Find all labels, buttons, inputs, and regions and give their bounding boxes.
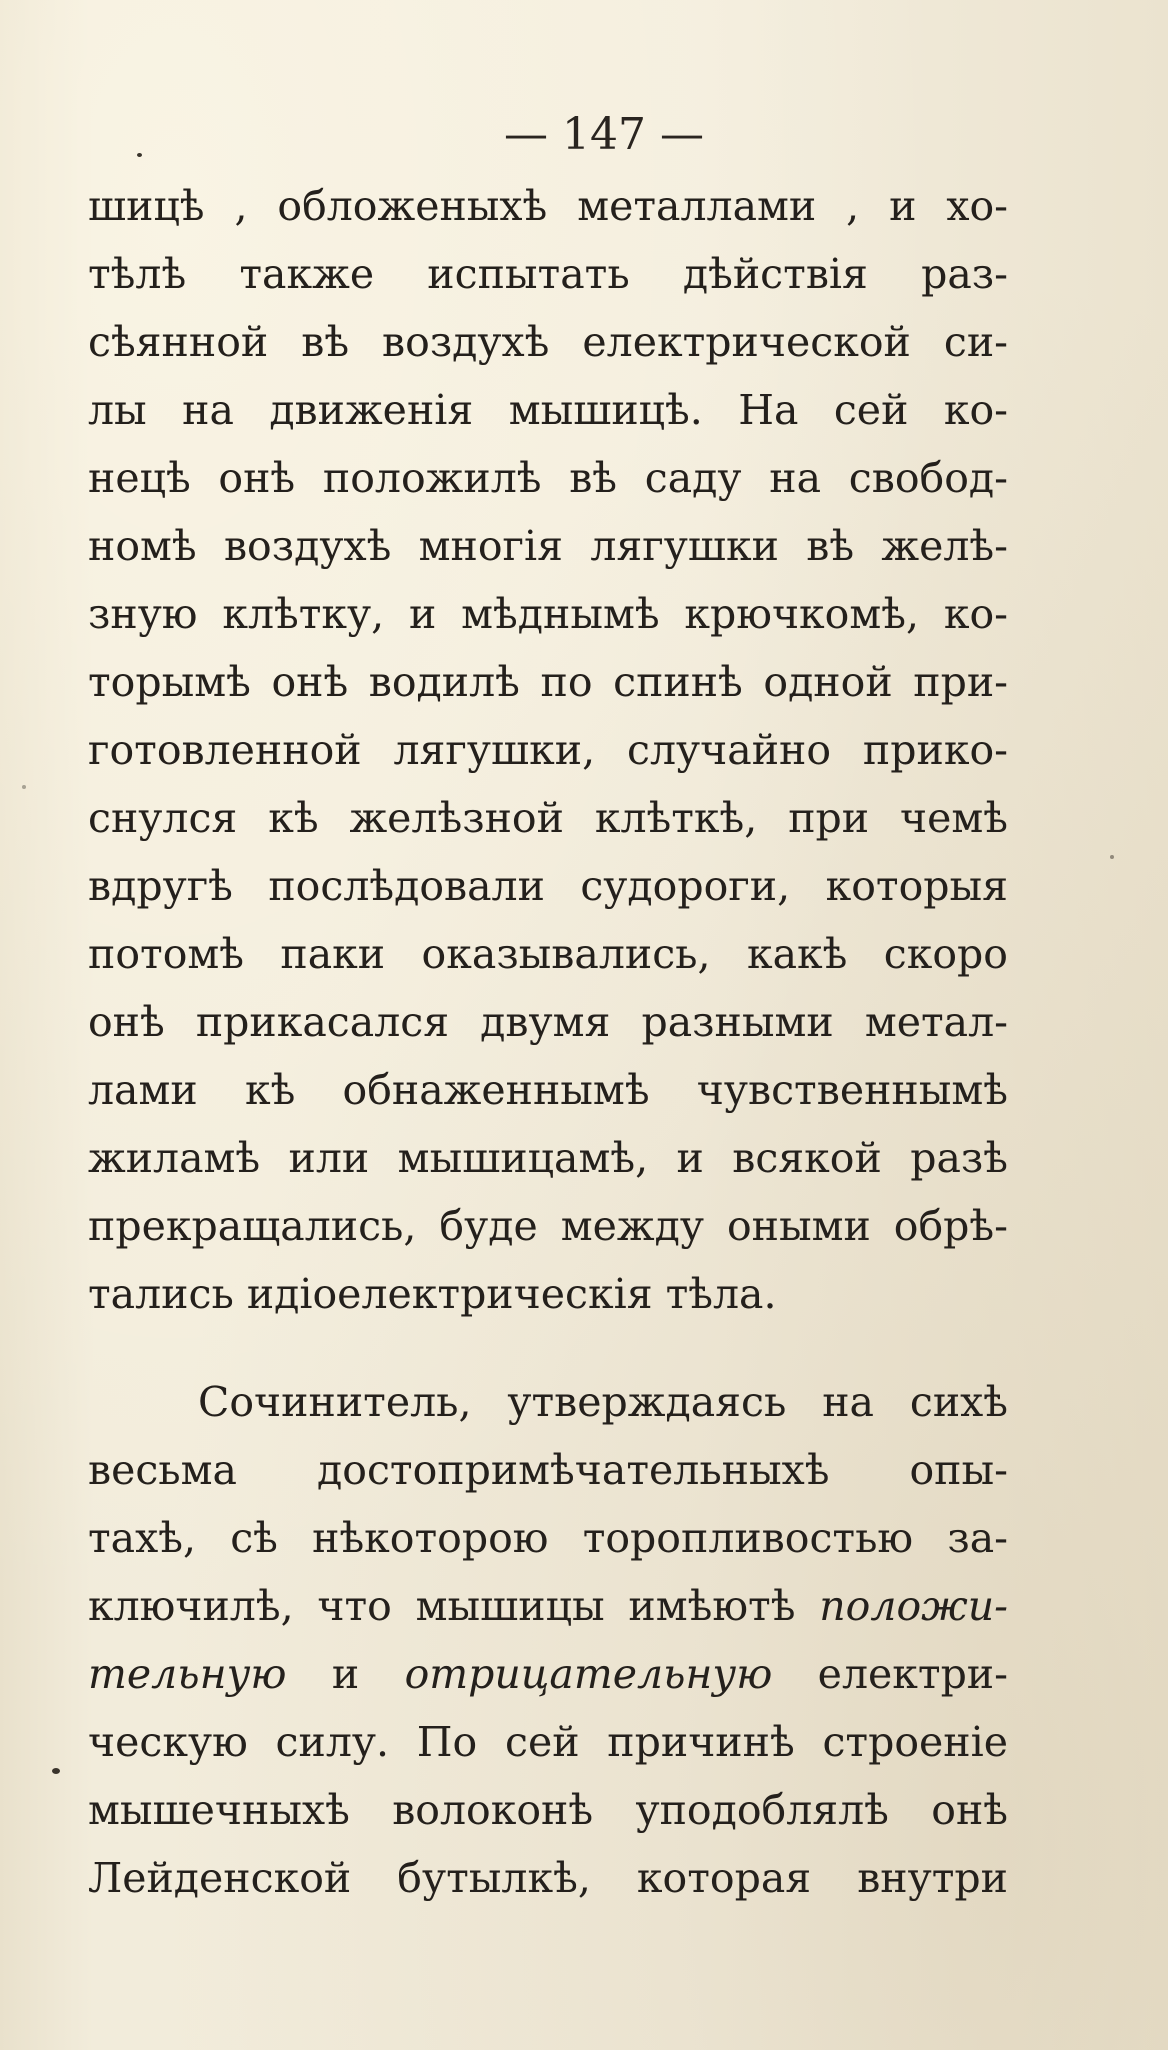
text-line: зную клѣтку, и мѣднымѣ крючкомѣ, ко- <box>88 590 1008 638</box>
text-line: тѣлѣ также испытать дѣйствія раз- <box>88 250 1008 298</box>
text-segment: и <box>286 1650 405 1698</box>
text-line: ческую силу. По сей причинѣ строеніе <box>88 1718 1008 1766</box>
text-line: тались идіоелектрическія тѣла. <box>88 1270 777 1318</box>
text-line: вдругѣ послѣдовали судороги, которыя <box>88 862 1008 910</box>
text-line: номѣ воздухѣ многія лягушки вѣ желѣ- <box>88 522 1008 570</box>
text-line: онѣ прикасался двумя разными метал- <box>88 998 1008 1046</box>
text-segment: електри- <box>772 1650 1008 1698</box>
page-text <box>88 172 1008 1912</box>
paper-speck <box>22 785 26 789</box>
paragraph-gap <box>88 1328 1008 1368</box>
text-segment: ключилѣ, что мышицы имѣютѣ <box>88 1582 820 1630</box>
italic-text: положи- <box>819 1582 1008 1630</box>
text-line: лы на движенія мышицѣ. На сей ко- <box>88 386 1008 434</box>
text-line: снулся кѣ желѣзной клѣткѣ, при чемѣ <box>88 794 1008 842</box>
text-line: шицѣ , обложеныхѣ металлами , и хо- <box>88 182 1008 230</box>
paper-speck <box>137 153 142 157</box>
italic-text: отрицательную <box>404 1650 773 1698</box>
text-line: Лейденской бутылкѣ, которая внутри <box>88 1854 1008 1902</box>
text-line: тахѣ, сѣ нѣкоторою торопливостью за- <box>88 1514 1008 1562</box>
paper-speck <box>1110 855 1114 859</box>
text-line: жиламѣ или мышицамѣ, и всякой разѣ <box>88 1134 1008 1182</box>
text-line: потомѣ паки оказывались, какѣ скоро <box>88 930 1008 978</box>
text-line: весьма достопримѣчательныхѣ опы- <box>88 1446 1008 1494</box>
text-line <box>88 1640 1008 1708</box>
paper-speck <box>52 1768 60 1774</box>
page-number: — 147 — <box>504 109 704 160</box>
italic-text: тельную <box>88 1650 287 1698</box>
text-line: нецѣ онѣ положилѣ вѣ саду на свобод- <box>88 454 1008 502</box>
text-line <box>88 1572 1008 1640</box>
text-line: Сочинитель, утверждаясь на сихѣ <box>198 1378 1008 1426</box>
text-line: прекращались, буде между оными обрѣ- <box>88 1202 1008 1250</box>
text-line: сѣянной вѣ воздухѣ електрической си- <box>88 318 1008 366</box>
text-line: мышечныхѣ волоконѣ уподоблялѣ онѣ <box>88 1786 1008 1834</box>
text-line: торымѣ онѣ водилѣ по спинѣ одной при- <box>88 658 1008 706</box>
text-line: готовленной лягушки, случайно прико- <box>88 726 1008 774</box>
text-line: лами кѣ обнаженнымѣ чувственнымѣ <box>88 1066 1008 1114</box>
